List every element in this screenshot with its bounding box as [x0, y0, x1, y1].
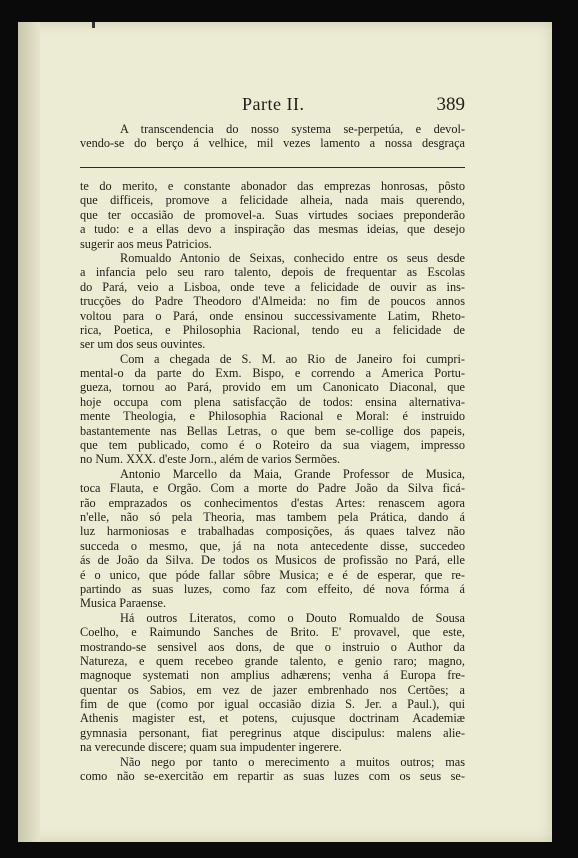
- text-line: Antonio Marcello da Maia, Grande Professor de Musica,: [120, 466, 465, 481]
- text-line: é o unico, que póde fallar sôbre Musica; e é de esperar, que re-: [80, 567, 465, 582]
- text-line: fim de que (como por igual occasião dizia S. Jer. a Paul.), qui: [80, 697, 465, 712]
- text-line: rica, Poetica, e Philosophia Racional, tendo eu a felicidade de: [80, 322, 465, 337]
- text-line: luz harmoniosas e trabalhadas composições, ás quaes talvez não: [80, 524, 465, 539]
- page-gutter: [18, 22, 40, 842]
- top-paragraph: [80, 122, 465, 151]
- text-line: rão emprazados os conhecimentos d'estas Artes: renascem agora: [80, 495, 465, 510]
- text-line: que ter occasião de promovel-a. Suas virtudes sociaes preponderão: [80, 207, 465, 222]
- page-number: 389: [436, 94, 465, 115]
- text-line: Há outros Literatos, como o Douto Romualdo de Sousa: [120, 610, 465, 625]
- text-line: voltou para o Pará, onde ensinou successivamente Latim, Rheto-: [80, 308, 465, 323]
- running-title: Parte II.: [242, 94, 305, 114]
- text-line: partindo as suas luzes, como faz com effeito, dé nova fórma á: [80, 581, 465, 596]
- text-line: sugerir aos meus Patricios.: [80, 236, 212, 251]
- text-line: Musica Paraense.: [80, 596, 167, 611]
- text-line: toca Flauta, e Orgão. Com a morte do Padre João da Silva ficá-: [80, 481, 465, 496]
- text-line: bastantemente nas Bellas Letras, o que bem se-collige dos papeis,: [80, 423, 465, 438]
- text-line: que tem publicado, como é o Roteiro da sua viagem, impresso: [80, 438, 465, 453]
- text-line: Coelho, e Raimundo Sanches de Brito. E' provavel, que este,: [80, 625, 465, 640]
- text-line: Athenis magister est, et potens, cujusque doctrinam Academiæ: [80, 711, 465, 726]
- body-text: [80, 179, 465, 783]
- text-line: mente Theologia, e Philosophia Racional e Moral: é instruido: [80, 409, 465, 424]
- text-line: magnoque systemati non amplius adhærens; venha á Europa fre-: [80, 668, 465, 683]
- scan-mark: [92, 22, 95, 28]
- text-line: succeda o mesmo, que, já na nota antecedente disse, succedeo: [80, 538, 465, 553]
- text-line: como não se-exercitão em repartir as suas luzes com os seus se-: [80, 769, 465, 784]
- text-line: A transcendencia do nosso systema se-perpetúa, e devol-: [120, 122, 465, 136]
- text-line: ás de João da Silva. De todos os Musicos de profissão no Pará, elle: [80, 553, 465, 568]
- text-line: hoje occupa com plena satisfacção de todos: ensina alternativa-: [80, 394, 465, 409]
- text-line: no Num. XXX. d'este Jorn., além de varios Sermões.: [80, 452, 341, 467]
- text-line: na verecunde discere; quam sua impudenter ingerere.: [80, 740, 342, 755]
- text-line: quentar os Sabios, em vez de jazer embrenhado nos Certões; a: [80, 682, 465, 697]
- text-line: mostrando-se sensivel aos dons, de que o instruio o Author da: [80, 639, 465, 654]
- text-line: te do merito, e constante abonador das emprezas honrosas, pôsto: [80, 179, 465, 193]
- text-line: n'elle, não só pela Theoria, mas tambem pela Prática, dando á: [80, 509, 465, 524]
- text-line: Não nego por tanto o merecimento a muitos outros; mas: [120, 754, 465, 769]
- section-rule: [80, 167, 465, 168]
- text-line: Natureza, e quem recebeo grande talento, e genio raro; magno,: [80, 653, 465, 668]
- page-header: [80, 94, 465, 116]
- text-line: vendo-se do berço á velhice, mil vezes lamento a nossa desgraça: [80, 136, 465, 151]
- book-page: [18, 22, 552, 842]
- text-line: que difficeis, promove a felicidade alheia, nada mais querendo,: [80, 193, 465, 208]
- text-line: a infancia pelo seu raro talento, depois de frequentar as Escolas: [80, 265, 465, 280]
- text-line: Com a chegada de S. M. ao Rio de Janeiro foi cumpri-: [120, 351, 465, 366]
- text-line: Romualdo Antonio de Seixas, conhecido entre os seus desde: [120, 250, 465, 265]
- text-line: ser um dos seus ouvintes.: [80, 337, 206, 352]
- text-line: trucções do Padre Theodoro d'Almeida: no fim de poucos annos: [80, 294, 465, 309]
- text-line: gymnasia personant, fiat peregrinus atque discipulus: malens alie-: [80, 725, 465, 740]
- text-line: a tudo: e a ellas devo a inspiração das mesmas ideias, que desejo: [80, 222, 465, 237]
- text-line: do Pará, veio a Lisboa, onde teve a felicidade de ouvir as ins-: [80, 279, 465, 294]
- text-line: mental-o da parte do Exm. Bispo, e correndo a America Portu-: [80, 366, 465, 381]
- text-line: gueza, tornou ao Pará, provido em um Canonicato Diaconal, que: [80, 380, 465, 395]
